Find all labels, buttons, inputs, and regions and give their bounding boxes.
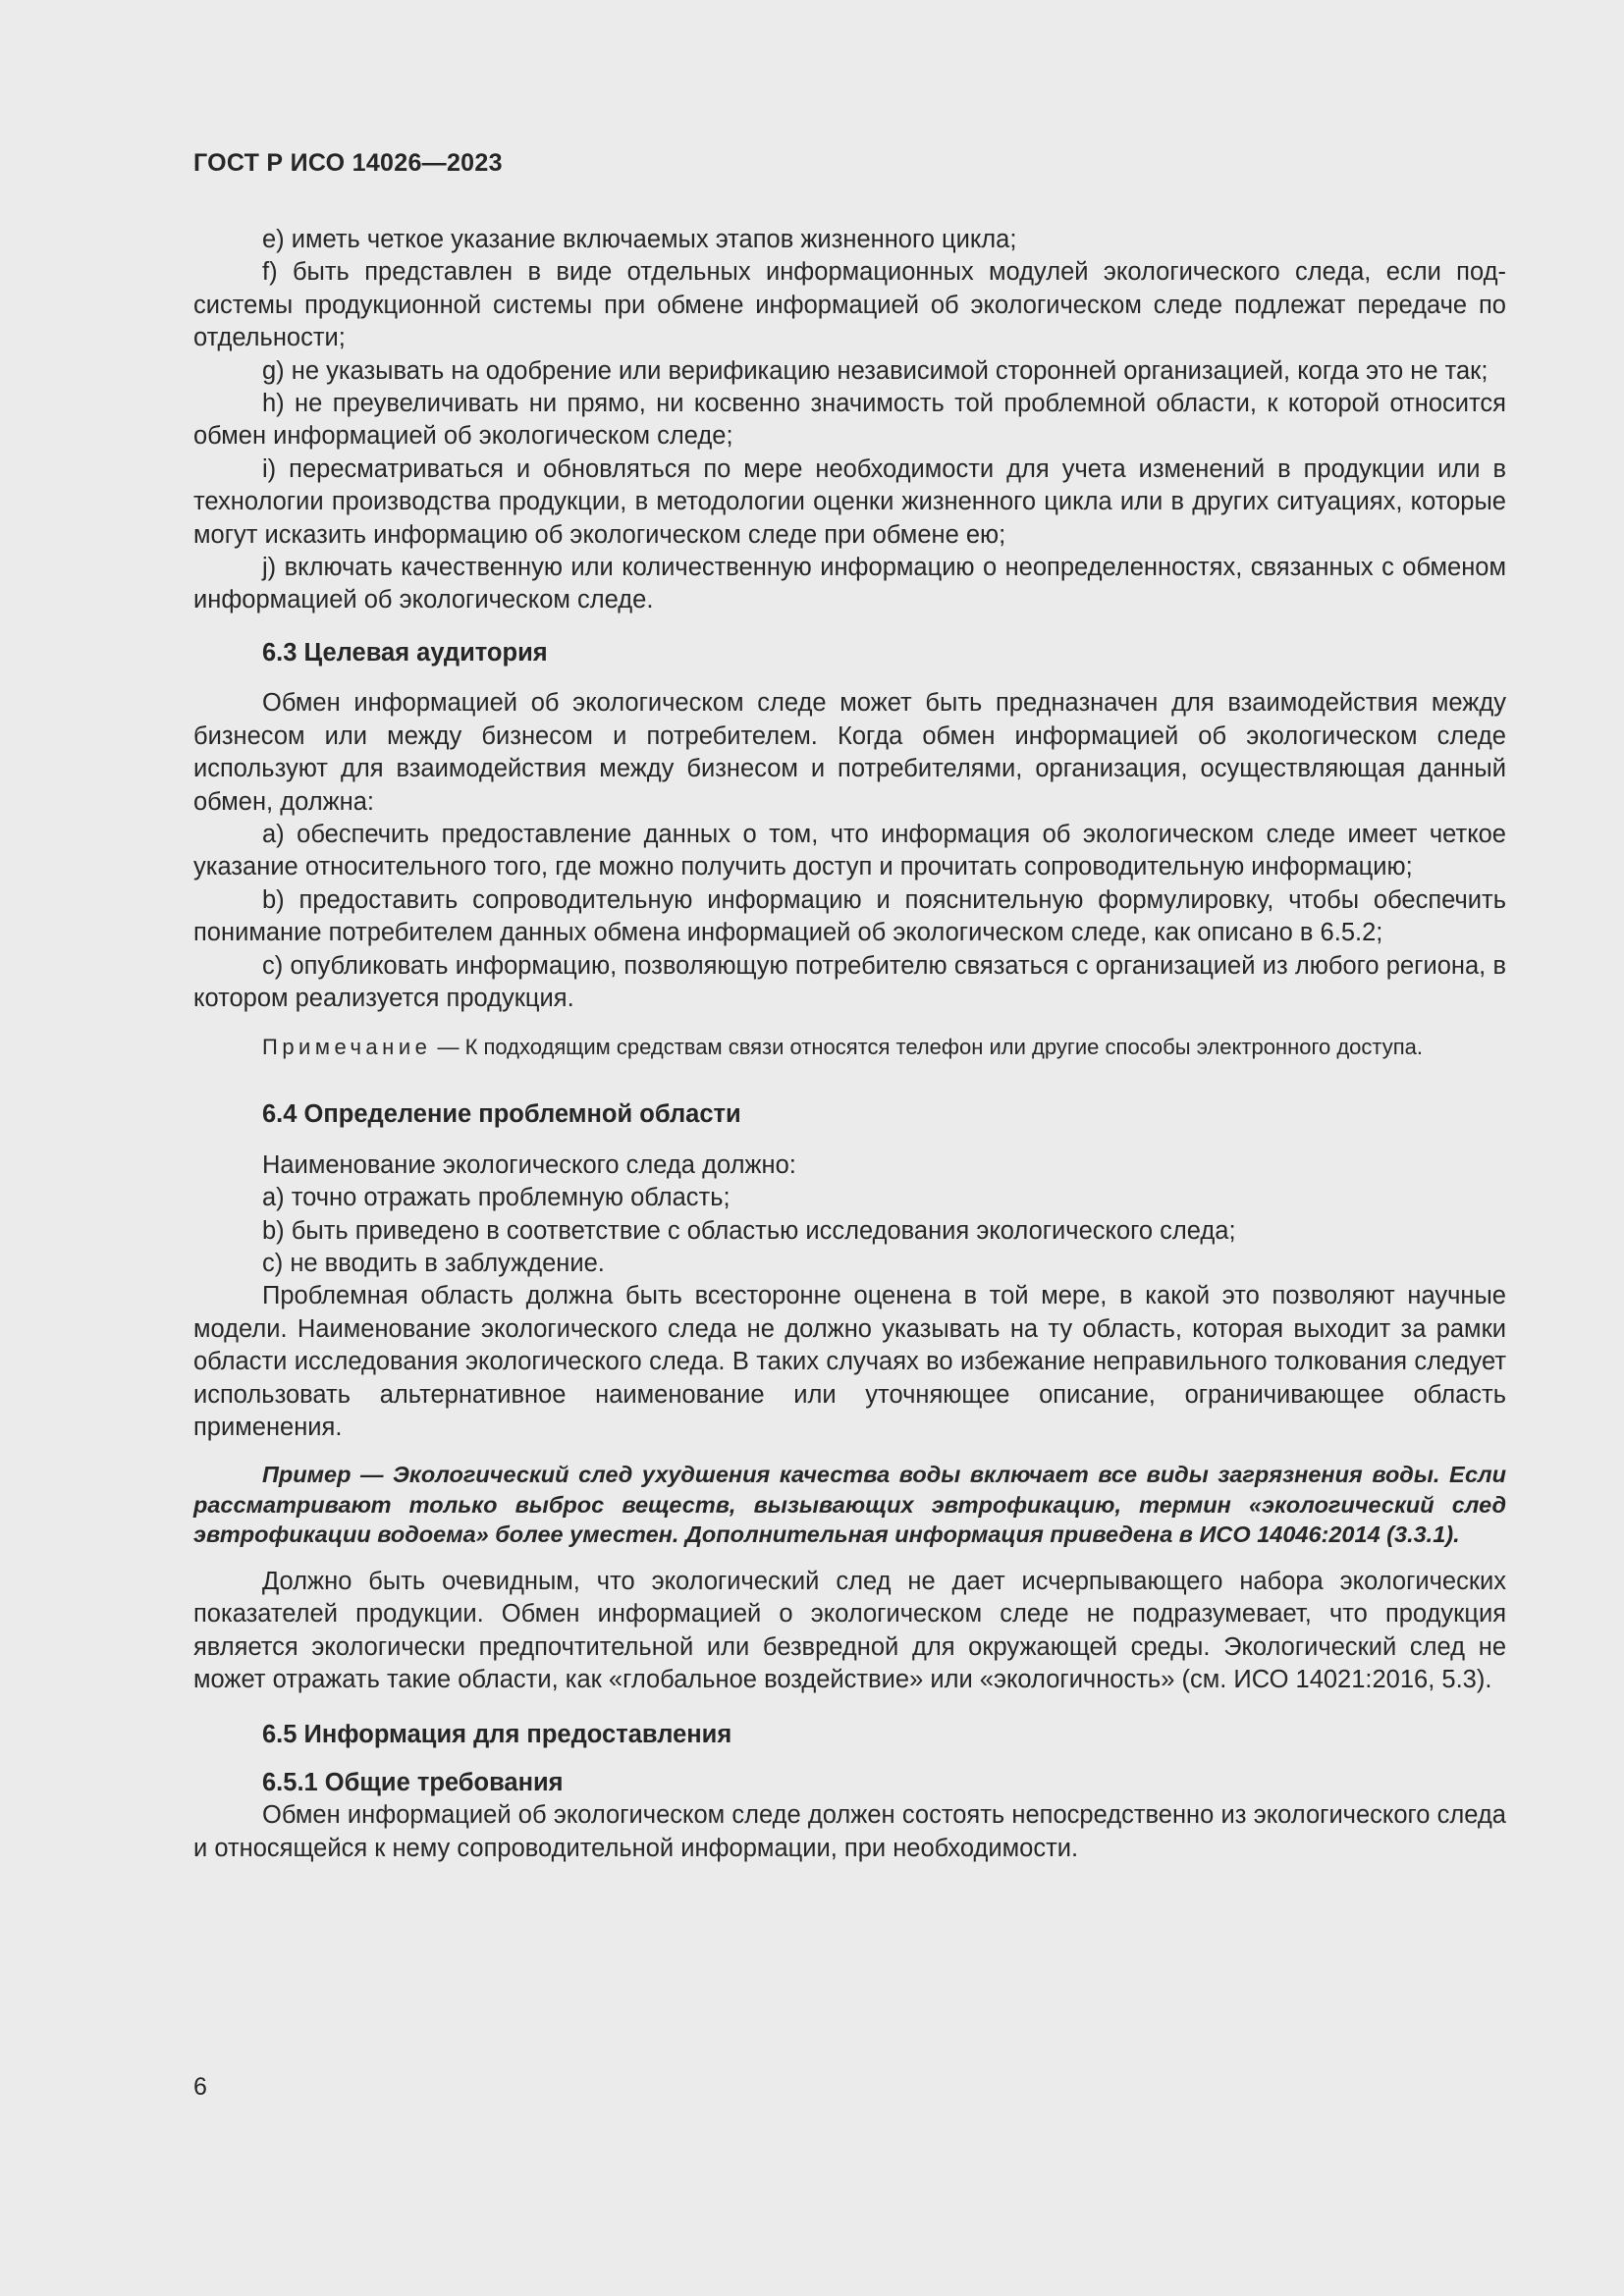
list-item-j: j) включать качественную или количественную информацию о неопределенностях, связанных с обменом информацией об экологическом следе.	[193, 554, 1506, 614]
section-heading-6-4: 6.4 Определение проблемной области	[262, 1100, 741, 1129]
section-6-3-item-b: b) предоставить сопроводительную информацию и пояснительную формулировку, чтобы обеспечить понимание потребителем данных обмена информацией об экологическом следе, как описано в 6.5.2;	[193, 885, 1506, 947]
section-6-4-item-c: с) не вводить в заблуждение.	[262, 1249, 605, 1277]
section-6-4-intro: Наименование экологического следа должно:	[262, 1150, 796, 1179]
list-item-g: g) не указывать на одобрение или верификацию независимой сторонней организацией, когда это не так;	[262, 356, 1489, 385]
section-6-4-item-b: b) быть приведено в соответствие с областью исследования экологического следа;	[262, 1216, 1236, 1245]
section-6-3-item-a: а) обеспечить предоставление данных о том, что информация об экологическом следе имеет четкое указание относительного того, где можно получить доступ и прочитать сопроводительную информацию;	[193, 820, 1506, 881]
section-6-5-1-paragraph: Обмен информацией об экологическом следе должен состоять непосредственно из экологического следа и относящейся к нему сопроводительной информации, при необходимости.	[193, 1801, 1506, 1862]
section-6-4-paragraph-2: Должно быть очевидным, что экологический след не дает исчерпывающего набора экологических показателей продукции. Обмен информацией о экологическом следе не подразумевает, что продукция является экологически предпочтительной или безвредной для окружающей среды. Экологический след не может отражать такие области, как «глобальное воздействие» или «экологичность» (см. ИСО 14021:2016, 5.3).	[193, 1567, 1506, 1694]
note-text: — К подходящим средствам связи относятся телефон или другие способы электронного доступа.	[431, 1035, 1424, 1060]
section-6-3-item-c: с) опубликовать информацию, позволяющую потребителю связаться с организацией из любого региона, в котором реализуется продукция.	[193, 951, 1506, 1012]
section-6-4-example: Пример — Экологический след ухудшения качества воды включает все виды загрязнения воды. Если рассматривают только выброс веществ, вызывающих эвтрофикацию, термин «экологический след эвтрофикации водоема» более уместен. Дополнительная информация приведена в ИСО 14046:2014 (3.3.1).	[193, 1462, 1506, 1548]
list-item-i: i) пересматриваться и обновляться по мере необходимости для учета изменений в продукции или в технологии производства продукции, в методологии оценки жизненного цикла или в других ситуациях, которые могут исказить информацию об экологическом следе при обмене ею;	[193, 454, 1506, 549]
note-label: Примечание	[262, 1035, 432, 1060]
section-heading-6-5-1: 6.5.1 Общие требования	[262, 1768, 564, 1796]
list-item-h: h) не преувеличивать ни прямо, ни косвенно значимость той проблемной области, к которой относится обмен информацией об экологическом следе;	[193, 390, 1506, 451]
section-heading-6-3: 6.3 Целевая аудитория	[262, 638, 548, 667]
section-6-3-intro: Обмен информацией об экологическом следе может быть предназначен для взаимодействия между бизнесом или между бизнесом и потребителем. Когда обмен информацией об экологическом следе используют для взаимодействия между бизнесом и потребителями, организация, осуществляющая данный обмен, должна:	[193, 689, 1506, 816]
page-header-standard-title: ГОСТ Р ИСО 14026—2023	[193, 149, 503, 177]
page-body	[193, 224, 1506, 1865]
section-6-4-item-a: а) точно отражать проблемную область;	[262, 1184, 731, 1212]
section-6-4-paragraph-1: Проблемная область должна быть всесторонне оценена в той мере, в какой это позволяют научные модели. Наименование экологического следа не должно указывать на ту область, которая выходит за рамки области исследования экологического следа. В таких случаях во избежание неправильного толкования следует использовать альтернативное наименование или уточняющее описание, ограничивающее область применения.	[193, 1282, 1506, 1441]
list-item-f: f) быть представлен в виде отдельных информационных модулей экологического следа, если подсистемы продукционной системы при обмене информацией об экологическом следе подлежат передаче по отдельности;	[193, 258, 1506, 352]
section-6-3-note	[193, 1033, 1506, 1061]
page-number: 6	[193, 2073, 207, 2101]
list-item-e: e) иметь четкое указание включаемых этапов жизненного цикла;	[262, 226, 1017, 253]
section-heading-6-5: 6.5 Информация для предоставления	[262, 1720, 732, 1748]
